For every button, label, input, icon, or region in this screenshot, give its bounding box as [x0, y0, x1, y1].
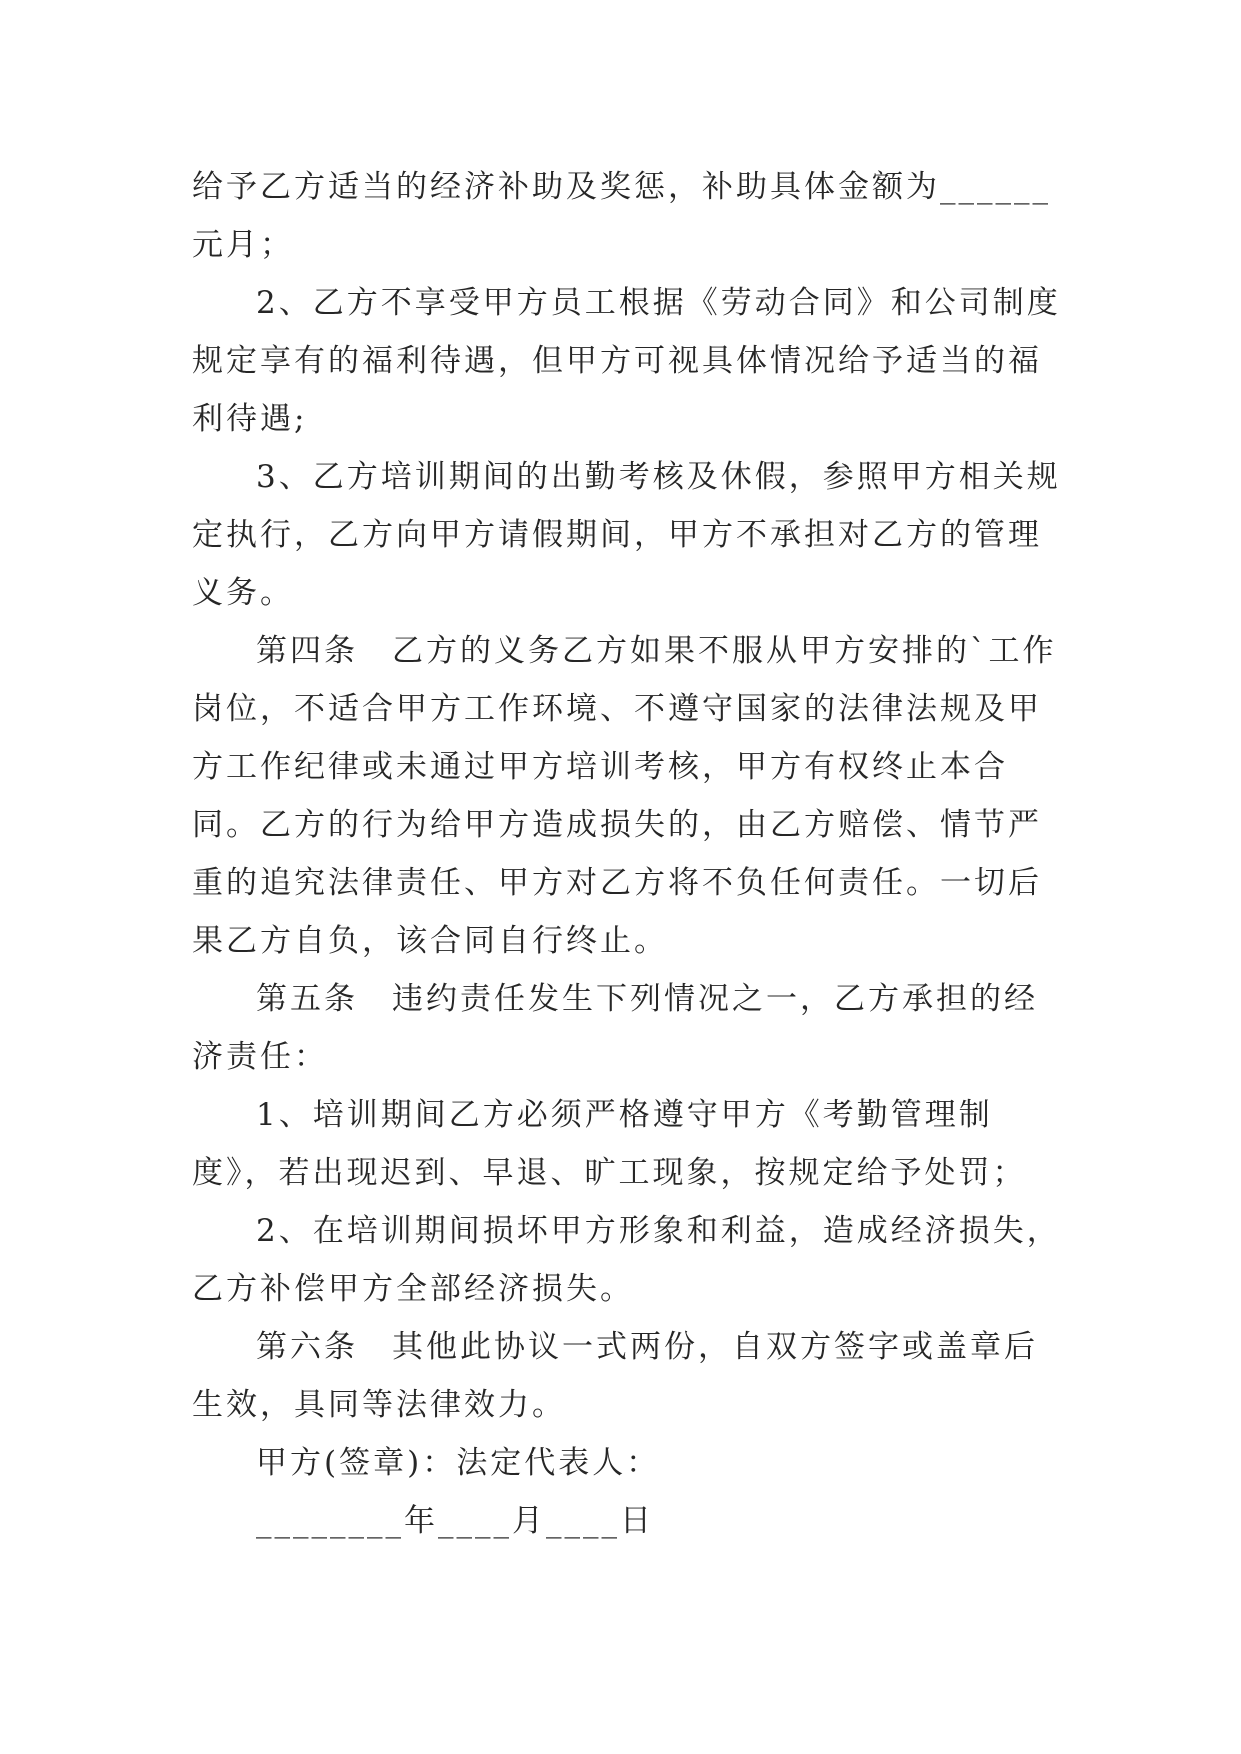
paragraph-clause-3-item-3: 3、乙方培训期间的出勤考核及休假，参照甲方相关规定执行，乙方向甲方请假期间，甲方不承担对乙方的管理义务。	[192, 459, 1061, 611]
paragraph-article-6: 第六条 其他此协议一式两份，自双方签字或盖章后生效，具同等法律效力。	[192, 1329, 1038, 1423]
document-body	[192, 158, 1062, 1550]
paragraph-article-5: 第五条 违约责任发生下列情况之一，乙方承担的经济责任：	[192, 981, 1038, 1075]
paragraph-article-4: 第四条 乙方的义务乙方如果不服从甲方安排的`工作岗位，不适合甲方工作环境、不遵守国家的法律法规及甲方工作纪律或未通过甲方培训考核，甲方有权终止本合同。乙方的行为给甲方造成损失的，由乙方赔偿、情节严重的追究法律责任、甲方对乙方将不负任何责任。一切后果乙方自负，该合同自行终止。	[192, 633, 1057, 959]
signature-party-a: 甲方(签章)：法定代表人：	[256, 1445, 661, 1481]
paragraph-article-5-item-1: 1、培训期间乙方必须严格遵守甲方《考勤管理制度》，若出现迟到、早退、旷工现象，按规定给予处罚；	[192, 1097, 1027, 1191]
paragraph-article-5-item-2: 2、在培训期间损坏甲方形象和利益，造成经济损失，乙方补偿甲方全部经济损失。	[192, 1213, 1061, 1307]
paragraph-clause-3-item-2: 2、乙方不享受甲方员工根据《劳动合同》和公司制度规定享有的福利待遇，但甲方可视具体情况给予适当的福利待遇;	[192, 285, 1061, 437]
paragraph-subsidy-continuation: 给予乙方适当的经济补助及奖惩，补助具体金额为______元月；	[192, 169, 1051, 263]
signature-date-line: ________年____月____日	[256, 1503, 654, 1539]
